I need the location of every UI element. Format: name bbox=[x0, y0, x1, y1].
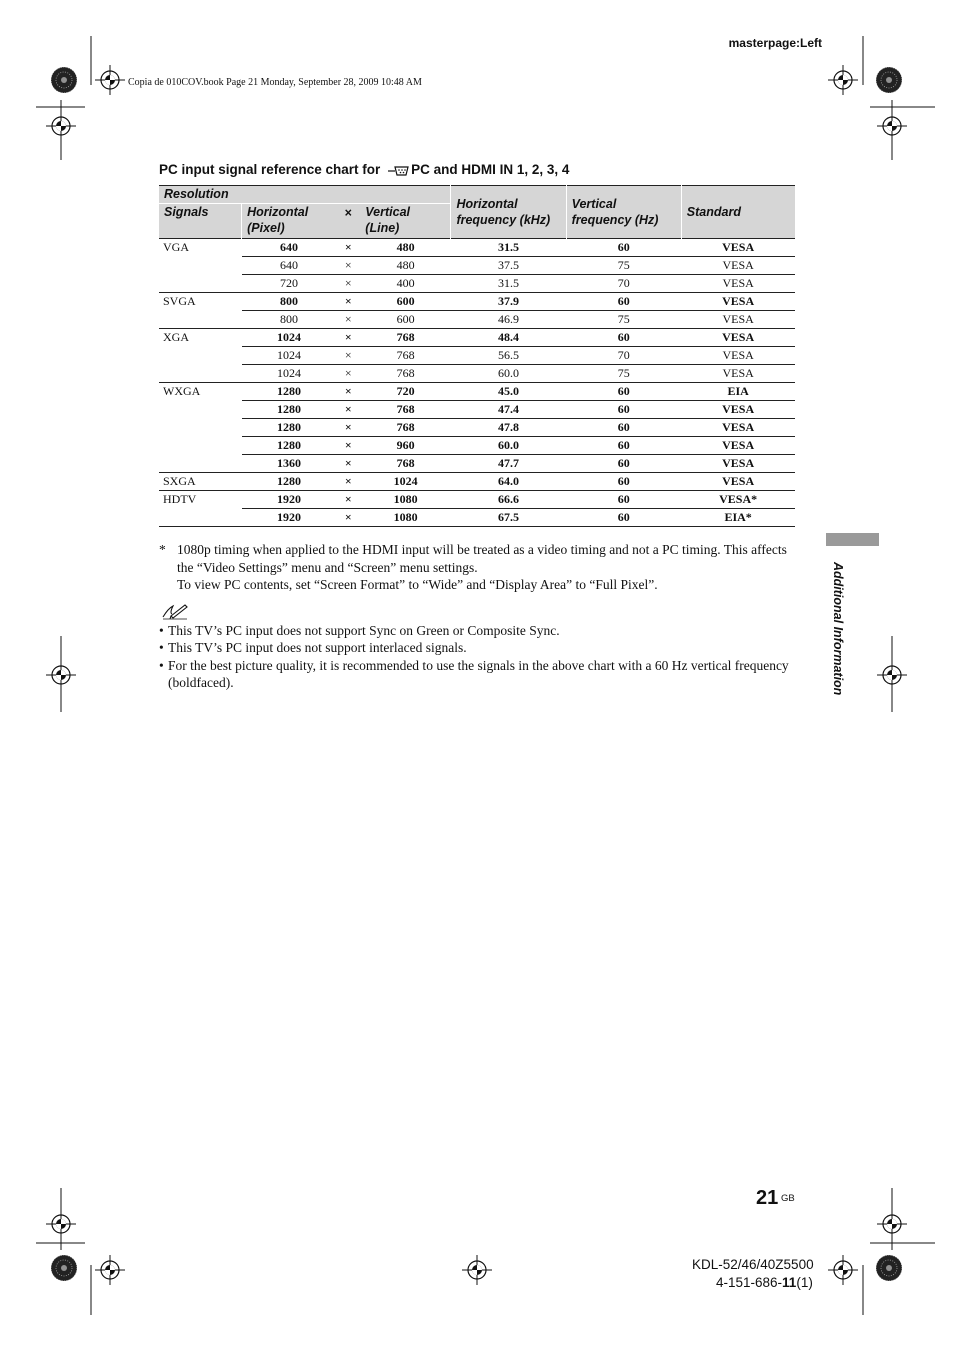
cell-h: 800 bbox=[242, 293, 337, 311]
cell-std: VESA bbox=[681, 419, 795, 437]
cell-signal: VGA bbox=[159, 239, 242, 257]
cell-std: VESA bbox=[681, 365, 795, 383]
table-row bbox=[159, 365, 795, 383]
header-horizontal-pixel: Horizontal (Pixel) bbox=[242, 204, 337, 239]
cell-vf: 75 bbox=[566, 257, 681, 275]
header-vertical-line: Vertical (Line) bbox=[360, 204, 451, 239]
pc-input-icon bbox=[388, 165, 410, 177]
cell-h: 800 bbox=[242, 311, 337, 329]
cell-v: 768 bbox=[360, 455, 451, 473]
cell-h: 1280 bbox=[242, 437, 337, 455]
cell-signal: WXGA bbox=[159, 383, 242, 401]
cell-vf: 60 bbox=[566, 419, 681, 437]
cell-hf: 47.7 bbox=[451, 455, 566, 473]
part-suffix: (1) bbox=[796, 1275, 813, 1290]
cell-h: 640 bbox=[242, 239, 337, 257]
cell-h: 1280 bbox=[242, 383, 337, 401]
cell-h: 1280 bbox=[242, 473, 337, 491]
footnote-marker: * bbox=[159, 542, 166, 557]
page-number: 21 bbox=[756, 1187, 779, 1209]
cell-hf: 64.0 bbox=[451, 473, 566, 491]
note-item-3: • For the best picture quality, it is recommended to use the signals in the above chart with a 60 Hz vertical frequency (boldfaced). bbox=[159, 657, 799, 692]
cell-x: × bbox=[336, 347, 360, 365]
cell-v: 768 bbox=[360, 347, 451, 365]
cell-hf: 46.9 bbox=[451, 311, 566, 329]
table-row bbox=[159, 509, 795, 527]
cell-hf: 47.4 bbox=[451, 401, 566, 419]
cell-vf: 60 bbox=[566, 293, 681, 311]
cell-std: VESA bbox=[681, 473, 795, 491]
table-row bbox=[159, 239, 795, 257]
cell-x: × bbox=[336, 275, 360, 293]
cell-hf: 48.4 bbox=[451, 329, 566, 347]
cell-x: × bbox=[336, 239, 360, 257]
table-row bbox=[159, 491, 795, 509]
cell-v: 480 bbox=[360, 257, 451, 275]
cell-signal bbox=[159, 275, 242, 293]
cell-h: 640 bbox=[242, 257, 337, 275]
table-row bbox=[159, 311, 795, 329]
page-suffix: GB bbox=[781, 1193, 795, 1204]
footnote-line-1: 1080p timing when applied to the HDMI input will be treated as a video timing and not a PC timing. This affects the “Video Settings” menu and “Screen” menu settings. bbox=[177, 542, 787, 575]
cell-x: × bbox=[336, 437, 360, 455]
cell-std: VESA bbox=[681, 401, 795, 419]
chart-title-start: PC input signal reference chart for bbox=[159, 162, 385, 177]
cell-v: 768 bbox=[360, 401, 451, 419]
cell-hf: 47.8 bbox=[451, 419, 566, 437]
cell-signal bbox=[159, 311, 242, 329]
cell-h: 1920 bbox=[242, 509, 337, 527]
cell-signal bbox=[159, 347, 242, 365]
cell-vf: 70 bbox=[566, 347, 681, 365]
cell-vf: 60 bbox=[566, 401, 681, 419]
pencil-note-icon bbox=[161, 602, 799, 622]
cell-std: VESA bbox=[681, 257, 795, 275]
cell-std: VESA bbox=[681, 347, 795, 365]
cell-v: 1024 bbox=[360, 473, 451, 491]
cell-signal bbox=[159, 257, 242, 275]
cell-h: 1024 bbox=[242, 365, 337, 383]
header-standard: Standard bbox=[681, 186, 795, 239]
cell-signal bbox=[159, 365, 242, 383]
cell-vf: 75 bbox=[566, 311, 681, 329]
cell-x: × bbox=[336, 509, 360, 527]
cell-v: 480 bbox=[360, 239, 451, 257]
cell-hf: 67.5 bbox=[451, 509, 566, 527]
chart-title bbox=[159, 162, 569, 177]
cell-x: × bbox=[336, 473, 360, 491]
table-row bbox=[159, 329, 795, 347]
cell-h: 1920 bbox=[242, 491, 337, 509]
table-row bbox=[159, 455, 795, 473]
table-row bbox=[159, 437, 795, 455]
cell-signal: HDTV bbox=[159, 491, 242, 509]
table-row bbox=[159, 473, 795, 491]
table-row bbox=[159, 347, 795, 365]
header-resolution: Resolution bbox=[159, 186, 451, 204]
cell-std: VESA bbox=[681, 239, 795, 257]
cell-vf: 60 bbox=[566, 473, 681, 491]
cell-h: 1360 bbox=[242, 455, 337, 473]
table-body bbox=[159, 239, 795, 527]
cell-signal bbox=[159, 401, 242, 419]
header-times: × bbox=[336, 204, 360, 239]
cell-signal bbox=[159, 509, 242, 527]
cell-x: × bbox=[336, 401, 360, 419]
cell-std: VESA bbox=[681, 329, 795, 347]
cell-signal: SXGA bbox=[159, 473, 242, 491]
cell-h: 1280 bbox=[242, 401, 337, 419]
cell-vf: 70 bbox=[566, 275, 681, 293]
cell-v: 768 bbox=[360, 329, 451, 347]
section-label bbox=[828, 562, 848, 722]
cell-vf: 60 bbox=[566, 491, 681, 509]
cell-vf: 60 bbox=[566, 509, 681, 527]
cell-x: × bbox=[336, 491, 360, 509]
book-info: Copia de 010COV.book Page 21 Monday, September 28, 2009 10:48 AM bbox=[128, 77, 422, 88]
cell-signal bbox=[159, 455, 242, 473]
footnote-line-2: To view PC contents, set “Screen Format” to “Wide” and “Display Area” to “Full Pixel”. bbox=[177, 577, 658, 592]
note-item-1: • This TV’s PC input does not support Sync on Green or Composite Sync. bbox=[159, 622, 799, 640]
cell-x: × bbox=[336, 365, 360, 383]
cell-v: 720 bbox=[360, 383, 451, 401]
cell-hf: 45.0 bbox=[451, 383, 566, 401]
cell-v: 768 bbox=[360, 419, 451, 437]
cell-hf: 31.5 bbox=[451, 239, 566, 257]
cell-x: × bbox=[336, 329, 360, 347]
cell-v: 1080 bbox=[360, 509, 451, 527]
chart-title-end: PC and HDMI IN 1, 2, 3, 4 bbox=[411, 162, 570, 177]
cell-vf: 60 bbox=[566, 239, 681, 257]
header-signals: Signals bbox=[159, 204, 242, 239]
cell-std: VESA bbox=[681, 455, 795, 473]
cell-hf: 60.0 bbox=[451, 437, 566, 455]
masterpage-label: masterpage:Left bbox=[728, 36, 822, 50]
cell-x: × bbox=[336, 383, 360, 401]
cell-h: 1024 bbox=[242, 347, 337, 365]
cell-v: 768 bbox=[360, 365, 451, 383]
cell-vf: 60 bbox=[566, 329, 681, 347]
cell-hf: 66.6 bbox=[451, 491, 566, 509]
cell-hf: 37.5 bbox=[451, 257, 566, 275]
cell-v: 1080 bbox=[360, 491, 451, 509]
cell-signal: XGA bbox=[159, 329, 242, 347]
header-vertical-frequency: Vertical frequency (Hz) bbox=[566, 186, 681, 239]
cell-vf: 75 bbox=[566, 365, 681, 383]
cell-std: VESA* bbox=[681, 491, 795, 509]
section-label-text: Additional Information bbox=[831, 562, 845, 696]
cell-x: × bbox=[336, 455, 360, 473]
cell-x: × bbox=[336, 311, 360, 329]
note-item-2: • This TV’s PC input does not support interlaced signals. bbox=[159, 639, 799, 657]
cell-v: 600 bbox=[360, 293, 451, 311]
cell-signal bbox=[159, 437, 242, 455]
notes-block bbox=[159, 541, 799, 692]
table-row bbox=[159, 257, 795, 275]
part-bold: 11 bbox=[782, 1275, 797, 1290]
cell-std: EIA* bbox=[681, 509, 795, 527]
cell-h: 720 bbox=[242, 275, 337, 293]
cell-std: VESA bbox=[681, 293, 795, 311]
cell-hf: 31.5 bbox=[451, 275, 566, 293]
cell-hf: 60.0 bbox=[451, 365, 566, 383]
cell-signal bbox=[159, 419, 242, 437]
cell-hf: 37.9 bbox=[451, 293, 566, 311]
part-prefix: 4-151-686- bbox=[716, 1275, 783, 1290]
table-row bbox=[159, 401, 795, 419]
table-row bbox=[159, 419, 795, 437]
cell-std: EIA bbox=[681, 383, 795, 401]
part-number bbox=[716, 1275, 813, 1290]
cell-std: VESA bbox=[681, 311, 795, 329]
footnote bbox=[159, 541, 799, 594]
cell-h: 1280 bbox=[242, 419, 337, 437]
header-horizontal-frequency: Horizontal frequency (kHz) bbox=[451, 186, 566, 239]
cell-vf: 60 bbox=[566, 383, 681, 401]
cell-h: 1024 bbox=[242, 329, 337, 347]
cell-std: VESA bbox=[681, 437, 795, 455]
cell-v: 400 bbox=[360, 275, 451, 293]
cell-vf: 60 bbox=[566, 437, 681, 455]
table-row bbox=[159, 383, 795, 401]
section-tab bbox=[826, 533, 879, 546]
cell-v: 960 bbox=[360, 437, 451, 455]
cell-x: × bbox=[336, 419, 360, 437]
cell-vf: 60 bbox=[566, 455, 681, 473]
cell-hf: 56.5 bbox=[451, 347, 566, 365]
model-number: KDL-52/46/40Z5500 bbox=[692, 1257, 814, 1272]
cell-x: × bbox=[336, 257, 360, 275]
table-row bbox=[159, 275, 795, 293]
cell-x: × bbox=[336, 293, 360, 311]
table-row bbox=[159, 293, 795, 311]
cell-v: 600 bbox=[360, 311, 451, 329]
cell-signal: SVGA bbox=[159, 293, 242, 311]
cell-std: VESA bbox=[681, 275, 795, 293]
signal-reference-table bbox=[159, 185, 795, 527]
